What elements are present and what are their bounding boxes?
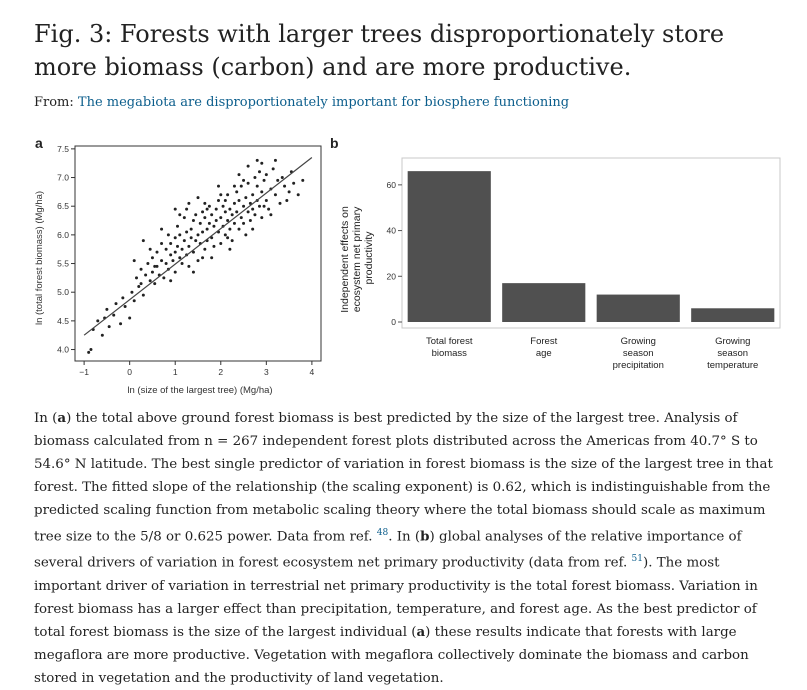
data-point — [160, 259, 163, 262]
data-point — [133, 259, 136, 262]
data-point — [169, 253, 172, 256]
data-point — [251, 228, 254, 231]
data-point — [128, 317, 131, 320]
data-point — [249, 219, 252, 222]
data-point — [146, 262, 149, 265]
from-label: From: — [34, 95, 74, 110]
bar — [597, 295, 680, 322]
data-point — [217, 199, 220, 202]
caption-text: ). The most important driver of variation in terrestrial net primary productivity is the total forest biomass. Variation in forest biomass has a larger effect than precipitation, temperature, and forest age. As the best predictor of total forest biomass is the size of the largest individual ( — [34, 555, 758, 640]
bar-category-label-line: Total forest — [426, 336, 473, 347]
data-point — [178, 213, 181, 216]
data-point — [267, 208, 270, 211]
data-point — [162, 276, 165, 279]
data-point — [263, 179, 266, 182]
figure-title: Fig. 3: Forests with larger trees disproportionately store more biomass (carbon) and are more productive. — [34, 20, 725, 81]
data-point — [231, 239, 234, 242]
data-point — [281, 176, 284, 179]
bar-category-label — [426, 336, 473, 359]
data-point — [165, 248, 168, 251]
bar-y-tick-label: 60 — [386, 179, 396, 190]
data-point — [199, 222, 202, 225]
data-point — [219, 193, 222, 196]
data-point — [260, 216, 263, 219]
data-point — [174, 236, 177, 239]
bar-category-label — [530, 336, 557, 359]
data-point — [279, 202, 282, 205]
x-tick-label: 2 — [218, 367, 224, 377]
x-tick-label: −1 — [79, 367, 89, 377]
data-point — [224, 233, 227, 236]
data-point — [247, 210, 250, 213]
y-tick-label: 7.0 — [57, 172, 69, 183]
bar-category-label-line: Forest — [530, 336, 558, 347]
data-point — [105, 308, 108, 311]
data-point — [130, 291, 133, 294]
data-point — [203, 216, 206, 219]
data-point — [231, 213, 234, 216]
data-point — [219, 242, 222, 245]
data-point — [238, 228, 241, 231]
data-point — [226, 193, 229, 196]
figure-svg — [30, 130, 790, 400]
source-article-link[interactable]: The megabiota are disproportionately important for biosphere functioning — [77, 95, 570, 110]
data-point — [140, 282, 143, 285]
caption-text: In ( — [34, 411, 58, 426]
data-point — [169, 279, 172, 282]
data-point — [201, 231, 204, 234]
data-point — [201, 256, 204, 259]
data-point — [258, 205, 261, 208]
x-tick-label: 0 — [127, 367, 133, 377]
bar-y-tick-label: 0 — [391, 317, 396, 327]
bar-y-axis-label-line-2: ecosystem net primary — [351, 206, 363, 313]
data-point — [247, 182, 250, 185]
caption-text: ) these results indicate that forests with large megaflora are more productive. Vegetation with megaflora collectively dominate the biomass and carbon stored in vegetation and the productivity of land vegetation. — [34, 624, 749, 686]
data-point — [247, 165, 250, 168]
data-point — [153, 265, 156, 268]
data-point — [258, 170, 261, 173]
data-point — [238, 173, 241, 176]
data-point — [144, 274, 147, 277]
data-point — [224, 210, 227, 213]
data-point — [197, 233, 200, 236]
scatter-plot-frame — [75, 146, 321, 361]
bar-category-label — [707, 336, 758, 371]
data-point — [235, 190, 238, 193]
data-point — [276, 179, 279, 182]
data-point — [201, 210, 204, 213]
data-point — [215, 208, 218, 211]
panel-b-label: b — [330, 135, 339, 151]
y-tick-label: 5.5 — [57, 258, 69, 269]
data-point — [226, 219, 229, 222]
data-point — [108, 325, 111, 328]
data-point — [185, 231, 188, 234]
data-point — [228, 248, 231, 251]
bar-category-label-line: season — [717, 348, 749, 359]
data-point — [192, 219, 195, 222]
data-point — [135, 276, 138, 279]
bar — [408, 171, 491, 322]
data-point — [210, 256, 213, 259]
data-point — [210, 213, 213, 216]
data-point — [174, 271, 177, 274]
data-point — [224, 199, 227, 202]
data-point — [256, 159, 259, 162]
data-point — [260, 190, 263, 193]
y-tick-label: 6.0 — [57, 229, 69, 240]
caption-panel-ref: a — [57, 410, 67, 426]
data-point — [228, 228, 231, 231]
scatter-y-axis-label: ln (total forest biomass) (Mg/ha) — [34, 190, 45, 326]
data-point — [119, 322, 122, 325]
data-point — [272, 167, 275, 170]
bar-y-axis-label — [339, 203, 375, 313]
data-point — [215, 219, 218, 222]
data-point — [151, 256, 154, 259]
data-point — [165, 262, 168, 265]
caption-text: . In ( — [388, 529, 421, 545]
bar-category-label-line: temperature — [707, 360, 759, 371]
data-point — [149, 279, 152, 282]
data-point — [206, 228, 209, 231]
figure-image — [30, 130, 790, 400]
data-point — [137, 285, 140, 288]
data-point — [288, 190, 291, 193]
data-point — [242, 222, 245, 225]
y-tick-label: 4.5 — [57, 315, 69, 326]
panel-a-label: a — [35, 135, 43, 151]
data-point — [222, 205, 225, 208]
data-point — [253, 176, 256, 179]
data-point — [142, 239, 145, 242]
data-point — [242, 179, 245, 182]
data-point — [176, 245, 179, 248]
source-line — [34, 95, 569, 110]
data-point — [183, 216, 186, 219]
reference-link[interactable]: 48 — [376, 528, 389, 538]
x-tick-label: 3 — [263, 367, 269, 377]
bar-category-label-line: age — [535, 348, 552, 359]
reference-link[interactable]: 51 — [631, 554, 643, 565]
data-point — [263, 205, 266, 208]
data-point — [115, 302, 118, 305]
data-point — [174, 208, 177, 211]
data-point — [160, 242, 163, 245]
data-point — [181, 262, 184, 265]
bar-category-label-line: biomass — [431, 348, 467, 359]
data-point — [208, 205, 211, 208]
data-point — [265, 199, 268, 202]
data-point — [244, 196, 247, 199]
y-tick-label: 7.5 — [57, 143, 69, 154]
data-point — [187, 245, 190, 248]
data-point — [169, 242, 172, 245]
data-point — [197, 196, 200, 199]
data-point — [197, 259, 200, 262]
data-point — [244, 233, 247, 236]
data-point — [96, 319, 99, 322]
caption-panel-ref: b — [420, 528, 430, 545]
data-point — [233, 222, 236, 225]
data-point — [187, 202, 190, 205]
data-point — [253, 213, 256, 216]
data-point — [89, 348, 92, 351]
data-point — [235, 210, 238, 213]
data-point — [149, 248, 152, 251]
data-point — [153, 282, 156, 285]
data-point — [190, 228, 193, 231]
data-point — [212, 225, 215, 228]
data-point — [194, 213, 197, 216]
bar — [502, 283, 585, 322]
data-point — [269, 213, 272, 216]
data-point — [183, 239, 186, 242]
bar-y-axis-label-line-1: Independent effects on — [339, 206, 351, 313]
data-point — [242, 205, 245, 208]
data-point — [190, 236, 193, 239]
data-point — [301, 179, 304, 182]
data-point — [274, 159, 277, 162]
data-point — [133, 299, 136, 302]
y-tick-label: 4.0 — [57, 344, 69, 355]
data-point — [260, 162, 263, 165]
data-point — [228, 208, 231, 211]
data-point — [203, 202, 206, 205]
bar-category-label-line: precipitation — [612, 360, 664, 371]
caption-text: ) global analyses of the relative importance of several drivers of variation in forest ecosystem net primary productivity (data from ref. — [34, 529, 742, 571]
data-point — [233, 202, 236, 205]
data-point — [256, 185, 259, 188]
data-point — [160, 228, 163, 231]
data-point — [121, 296, 124, 299]
data-point — [174, 251, 177, 254]
bar-category-label-line: Growing — [715, 336, 751, 347]
data-point — [274, 193, 277, 196]
data-point — [206, 208, 209, 211]
bar-y-tick-label: 40 — [386, 225, 396, 236]
data-point — [185, 208, 188, 211]
y-tick-label: 6.5 — [57, 201, 69, 212]
data-point — [140, 268, 143, 271]
data-point — [283, 185, 286, 188]
data-point — [192, 271, 195, 274]
data-point — [176, 225, 179, 228]
data-point — [240, 185, 243, 188]
data-point — [212, 245, 215, 248]
caption-text: ) the total above ground forest biomass is best predicted by the size of the largest tree. Analysis of biomass calculated from n = 267 independent forest plots distributed across the Americas from 40.7° S to 54.6° N latitude. The best single predictor of variation in forest biomass is the size of the largest tree in that forest. The fitted slope of the relationship (the scaling exponent) is 0.62, which is indistinguishable from the predicted scaling function from metabolic scaling theory where the total biomass should scale as maximum tree size to the 5/8 or 0.625 power. Data from ref. — [34, 411, 773, 545]
x-tick-label: 1 — [172, 367, 178, 377]
x-tick-label: 4 — [309, 367, 315, 377]
data-point — [285, 199, 288, 202]
data-point — [203, 248, 206, 251]
bar-panel — [339, 158, 780, 371]
data-point — [251, 193, 254, 196]
data-point — [292, 182, 295, 185]
data-point — [178, 256, 181, 259]
data-point — [181, 248, 184, 251]
data-point — [142, 294, 145, 297]
bar-y-axis-label-line-3: productivity — [363, 231, 375, 285]
data-point — [219, 216, 222, 219]
data-point — [156, 251, 159, 254]
bar-category-label — [613, 336, 664, 371]
data-point — [238, 199, 241, 202]
data-point — [187, 265, 190, 268]
bar — [691, 308, 774, 322]
data-point — [151, 271, 154, 274]
y-tick-label: 5.0 — [57, 287, 69, 298]
data-point — [233, 185, 236, 188]
fit-line — [84, 157, 312, 335]
bar-y-tick-label: 20 — [386, 271, 396, 282]
bar-category-label-line: season — [622, 348, 654, 359]
data-point — [167, 233, 170, 236]
data-point — [265, 173, 268, 176]
data-point — [124, 305, 127, 308]
data-point — [226, 236, 229, 239]
data-point — [240, 216, 243, 219]
data-point — [112, 314, 115, 317]
data-point — [101, 334, 104, 337]
data-point — [297, 193, 300, 196]
data-point — [251, 208, 254, 211]
data-point — [217, 185, 220, 188]
scatter-panel — [34, 144, 321, 396]
caption-panel-ref: a — [416, 623, 426, 640]
data-point — [171, 259, 174, 262]
data-point — [208, 222, 211, 225]
data-point — [178, 233, 181, 236]
figure-caption — [34, 407, 782, 690]
scatter-x-axis-label: ln (size of the largest tree) (Mg/ha) — [127, 385, 273, 396]
bar-category-label-line: Growing — [620, 336, 656, 347]
data-point — [87, 351, 90, 354]
data-point — [194, 239, 197, 242]
